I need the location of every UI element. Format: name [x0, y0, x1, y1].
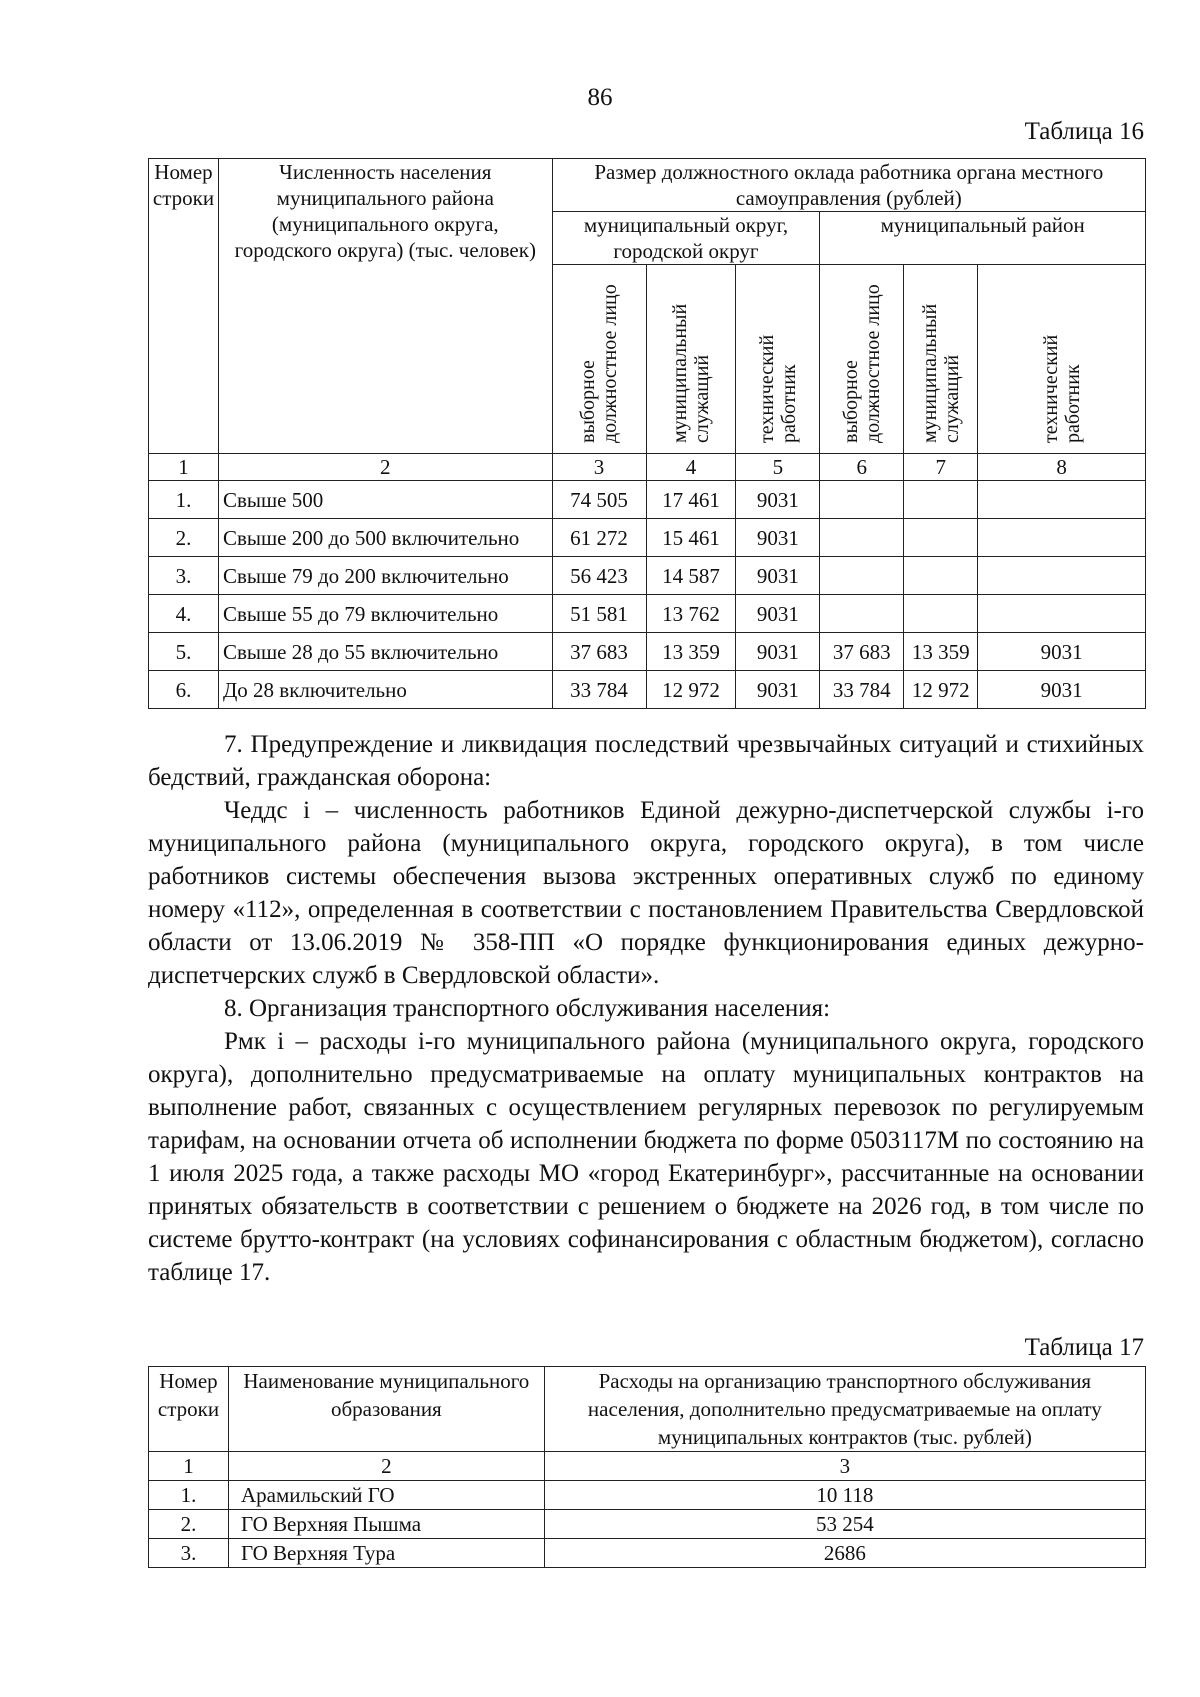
- value-cell: 74 505: [552, 481, 646, 519]
- column-number: 3: [552, 454, 646, 481]
- value-cell: 33 784: [820, 671, 904, 709]
- municipality-name: Арамильский ГО: [228, 1481, 544, 1510]
- population-cell: Свыше 55 до 79 включительно: [218, 595, 552, 633]
- row-number: 1.: [149, 1481, 229, 1510]
- population-cell: Свыше 79 до 200 включительно: [218, 557, 552, 595]
- section-7-text: Чеддс i – численность работников Единой дежурно-диспетчерской службы i-го муниципального района (муниципального округа, городского округа), в том числе работников системы обеспечения вызова экстренных оперативных служб по единому номеру «112», определенная в соответствии с постановлением Правительства Свердловской области от 13.06.2019 № 358-ПП «О порядке функционирования единых дежурно-диспетчерских служб в Свердловской области».: [148, 797, 1144, 989]
- value-cell: 9031: [736, 633, 820, 671]
- column-number: 1: [149, 1452, 229, 1481]
- population-cell: Свыше 28 до 55 включительно: [218, 633, 552, 671]
- header-name: Наименование муниципального образования: [228, 1367, 544, 1452]
- value-cell: 13 359: [646, 633, 736, 671]
- column-number-row: [149, 454, 1146, 481]
- value-cell: [820, 557, 904, 595]
- header-row-number: Номер строки: [149, 1367, 229, 1452]
- municipality-name: ГО Верхняя Тура: [228, 1539, 544, 1568]
- value-cell: [904, 595, 978, 633]
- column-number: 2: [228, 1452, 544, 1481]
- row-number: 1.: [149, 481, 219, 519]
- table-row: [149, 1539, 1146, 1568]
- expense-value: 2686: [544, 1539, 1145, 1568]
- value-cell: 12 972: [646, 671, 736, 709]
- row-number: 2.: [149, 519, 219, 557]
- value-cell: [820, 519, 904, 557]
- value-cell: 12 972: [904, 671, 978, 709]
- value-cell: 9031: [736, 671, 820, 709]
- row-number: 6.: [149, 671, 219, 709]
- value-cell: 9031: [736, 519, 820, 557]
- value-cell: 61 272: [552, 519, 646, 557]
- value-cell: [978, 595, 1146, 633]
- table-row: [149, 671, 1146, 709]
- header-sub-4: выборное должностное лицо: [820, 265, 904, 454]
- header-population: Численность населения муниципального района (муниципального округа, городского округа) (тыс. человек): [218, 159, 552, 454]
- value-cell: 37 683: [552, 633, 646, 671]
- table-row: [149, 633, 1146, 671]
- row-number: 4.: [149, 595, 219, 633]
- column-number: 3: [544, 1452, 1145, 1481]
- value-cell: 13 762: [646, 595, 736, 633]
- population-cell: До 28 включительно: [218, 671, 552, 709]
- column-number: 6: [820, 454, 904, 481]
- column-number: 1: [149, 454, 219, 481]
- section-7-heading: 7. Предупреждение и ликвидация последствий чрезвычайных ситуаций и стихийных бедствий, гражданская оборона:: [148, 731, 1144, 791]
- value-cell: 15 461: [646, 519, 736, 557]
- expense-value: 53 254: [544, 1510, 1145, 1539]
- value-cell: [904, 557, 978, 595]
- population-cell: Свыше 500: [218, 481, 552, 519]
- value-cell: 14 587: [646, 557, 736, 595]
- value-cell: 37 683: [820, 633, 904, 671]
- value-cell: [820, 481, 904, 519]
- value-cell: [978, 519, 1146, 557]
- table-17: [148, 1366, 1146, 1568]
- row-number: 3.: [149, 557, 219, 595]
- section-8-text: Рмк i – расходы i-го муниципального района (муниципального округа, городского округа), дополнительно предусматриваемые на оплату муниципальных контрактов на выполнение работ, связанных с осуществлением регулярных перевозок по регулируемым тарифам, на основании отчета об исполнении бюджета по форме 0503117М по состоянию на 1 июля 2025 года, а также расходы МО «город Екатеринбург», рассчитанные на основании принятых обязательств в соответствии с решением о бюджете на 2026 год, в том числе по системе брутто-контракт (на условиях софинансирования с областным бюджетом), согласно таблице 17.: [148, 1028, 1144, 1286]
- header-sub-1: выборное должностное лицо: [552, 265, 646, 454]
- table-16-caption: Таблица 16: [1024, 118, 1144, 145]
- value-cell: 9031: [978, 633, 1146, 671]
- expense-value: 10 118: [544, 1481, 1145, 1510]
- row-number: 3.: [149, 1539, 229, 1568]
- section-7: [148, 728, 1144, 1289]
- table-row: [149, 595, 1146, 633]
- table-16: [148, 158, 1146, 709]
- header-sub-5: муниципальный служащий: [904, 265, 978, 454]
- value-cell: 56 423: [552, 557, 646, 595]
- table-row: [149, 481, 1146, 519]
- header-sub-3: технический работник: [736, 265, 820, 454]
- header-group-rayon: муниципальный район: [820, 212, 1146, 265]
- table-row: [149, 519, 1146, 557]
- row-number: 2.: [149, 1510, 229, 1539]
- municipality-name: ГО Верхняя Пышма: [228, 1510, 544, 1539]
- header-row-number: Номер строки: [149, 159, 219, 454]
- column-number: 8: [978, 454, 1146, 481]
- header-sub-6: технический работник: [978, 265, 1146, 454]
- value-cell: [978, 481, 1146, 519]
- column-number: 2: [218, 454, 552, 481]
- column-number: 4: [646, 454, 736, 481]
- column-number: 5: [736, 454, 820, 481]
- value-cell: [904, 519, 978, 557]
- value-cell: [978, 557, 1146, 595]
- value-cell: 33 784: [552, 671, 646, 709]
- column-number: 7: [904, 454, 978, 481]
- header-salary: Размер должностного оклада работника органа местного самоуправления (рублей): [552, 159, 1145, 212]
- value-cell: 13 359: [904, 633, 978, 671]
- header-group-okrug: муниципальный округ, городской округ: [552, 212, 820, 265]
- table-17-caption: Таблица 17: [1024, 1334, 1144, 1361]
- header-expenses: Расходы на организацию транспортного обслуживания населения, дополнительно предусматриваемые на оплату муниципальных контрактов (тыс. рублей): [544, 1367, 1145, 1452]
- population-cell: Свыше 200 до 500 включительно: [218, 519, 552, 557]
- table-row: [149, 1510, 1146, 1539]
- value-cell: 9031: [736, 481, 820, 519]
- value-cell: 9031: [736, 595, 820, 633]
- column-number-row: [149, 1452, 1146, 1481]
- value-cell: 9031: [736, 557, 820, 595]
- section-8-heading: 8. Организация транспортного обслуживания населения:: [224, 995, 831, 1022]
- value-cell: 9031: [978, 671, 1146, 709]
- value-cell: [904, 481, 978, 519]
- table-row: [149, 557, 1146, 595]
- row-number: 5.: [149, 633, 219, 671]
- page-number: 86: [587, 84, 613, 111]
- value-cell: [820, 595, 904, 633]
- value-cell: 17 461: [646, 481, 736, 519]
- value-cell: 51 581: [552, 595, 646, 633]
- header-sub-2: муниципальный служащий: [646, 265, 736, 454]
- table-row: [149, 1481, 1146, 1510]
